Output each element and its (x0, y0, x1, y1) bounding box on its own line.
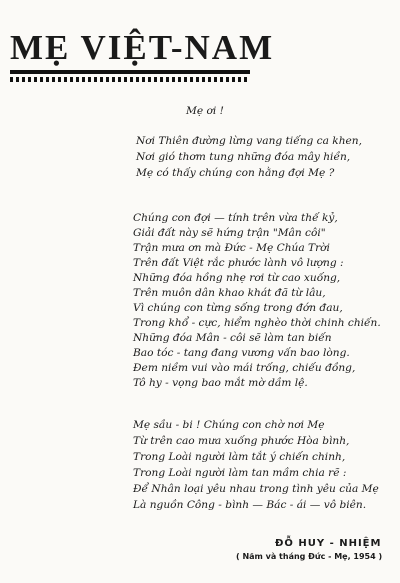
poem-line: Nơi gió thơm tung những đóa mây hiền, (136, 151, 351, 163)
poem-line: Mẹ sầu - bi ! Chúng con chờ nơi Mẹ (133, 419, 325, 431)
poem-line: Là nguồn Công - bình — Bác - ái — vô biên. (133, 499, 367, 511)
poem-line: Giải đất này sẽ hứng trận "Mân côi" (133, 227, 326, 239)
poem-line: Đem niềm vui vào mái trống, chiếu đồng, (133, 362, 356, 374)
poem-line: Từ trên cao mưa xuống phước Hòa bình, (133, 435, 350, 447)
poem-line: Mẹ có thấy chúng con hằng đợi Mẹ ? (136, 167, 335, 179)
poem-greeting: Mẹ ơi ! (186, 105, 224, 117)
author-name: ĐỖ HUY - NHIỆM (275, 538, 382, 549)
poem-line: Trong khổ - cực, hiểm nghèo thời chinh chiến. (133, 317, 381, 329)
poem-line: Nơi Thiên đường lừng vang tiếng ca khen, (136, 135, 363, 147)
title-ornament-rule (10, 77, 250, 82)
poem-line: Vì chúng con từng sống trong đớn đau, (133, 302, 343, 314)
poem-line: Để Nhân loại yêu nhau trong tình yêu của Mẹ (133, 483, 379, 495)
poem-line: Trên muôn dân khao khát đã từ lâu, (133, 287, 326, 299)
page-title: MẸ VIỆT-NAM (10, 28, 275, 67)
poem-line: Bao tóc - tang đang vương vấn bao lòng. (133, 347, 350, 359)
poem-line: Trong Loài người làm tắt ý chiến chinh, (133, 451, 346, 463)
date-note: ( Năm và tháng Đức - Mẹ, 1954 ) (236, 552, 383, 561)
poem-line: Tô hy - vọng bao mắt mờ dầm lệ. (133, 377, 308, 389)
title-rule (10, 70, 250, 74)
poem-line: Trên đất Việt rắc phước lành vô lượng : (133, 257, 344, 269)
poem-line: Trong Loài người làm tan mầm chia rẽ : (133, 467, 347, 479)
poem-line: Chúng con đợi — tính trên vừa thế kỷ, (133, 212, 338, 224)
poem-line: Trận mưa ơn mà Đức - Mẹ Chúa Trời (133, 242, 330, 254)
poem-line: Những đóa Mân - côi sẽ làm tan biến (133, 332, 332, 344)
poem-line: Những đóa hồng nhẹ rơi từ cao xuống, (133, 272, 341, 284)
